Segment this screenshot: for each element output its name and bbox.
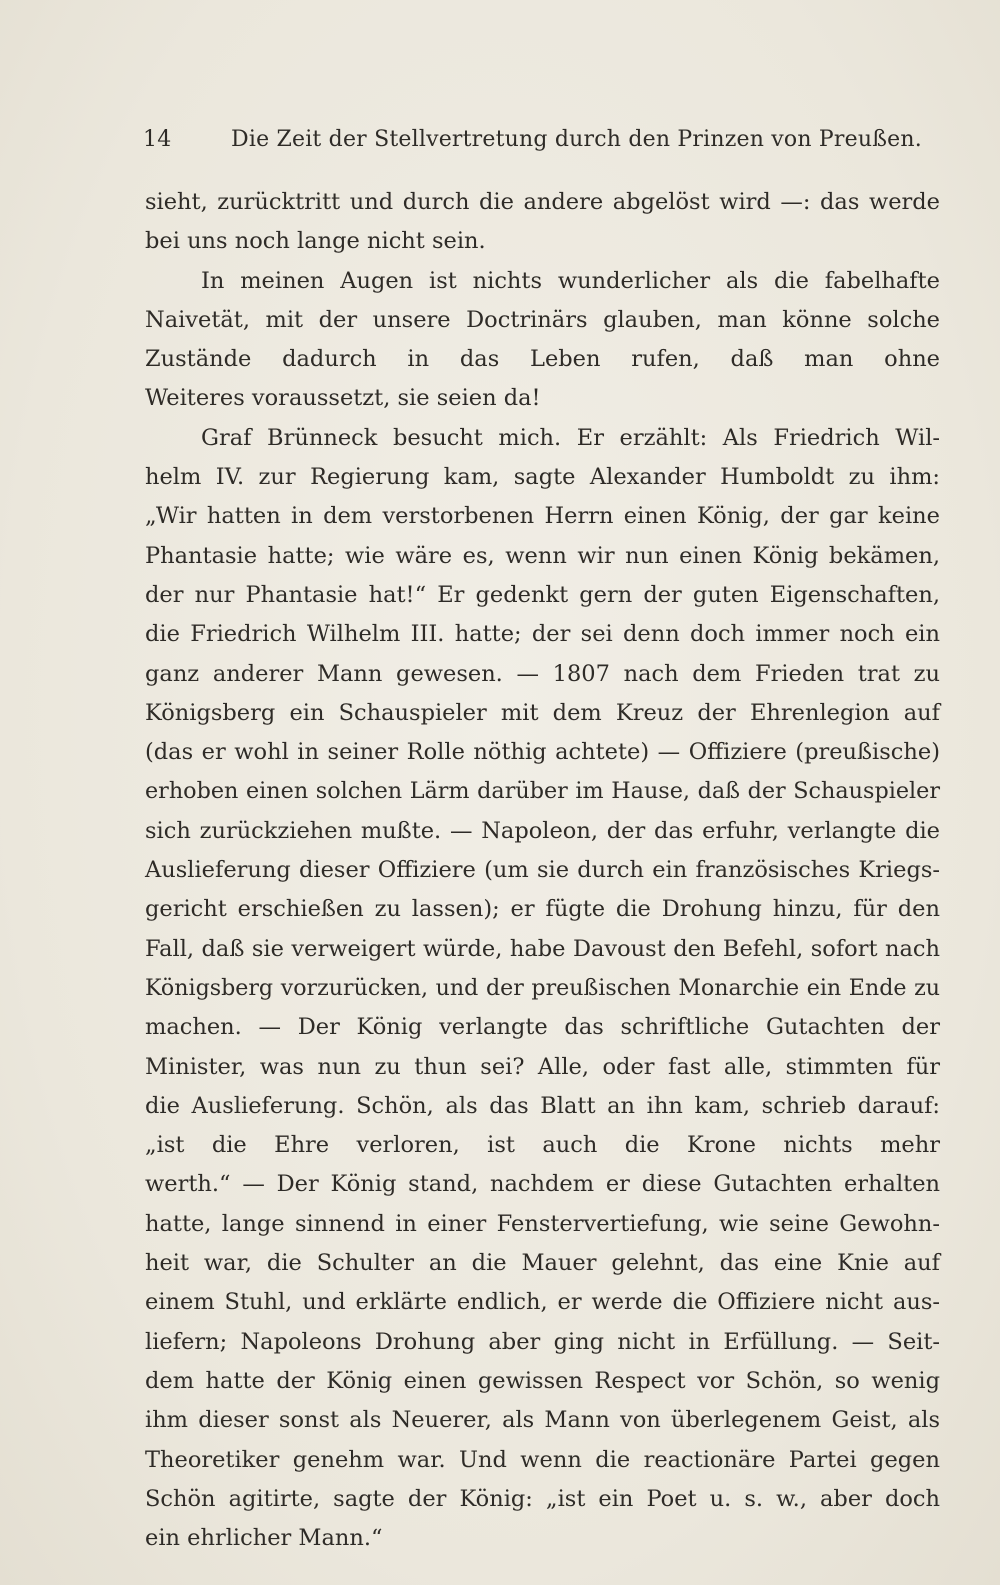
text-line: Fall, daß sie verweigert würde, habe Davoust den Befehl, sofort nach (145, 935, 940, 962)
text-line: sich zurückziehen mußte. — Napoleon, der das erfuhr, verlangte die (145, 817, 940, 844)
text-line: die Friedrich Wilhelm III. hatte; der sei denn doch immer noch ein (145, 621, 940, 648)
text-line: dem hatte der König einen gewissen Respect vor Schön, so wenig (145, 1367, 940, 1394)
text-line: Zustände dadurch in das Leben rufen, daß man ohne (145, 346, 940, 373)
text-line: In meinen Augen ist nichts wunderlicher als die fabelhafte (201, 267, 940, 294)
text-line: Minister, was nun zu thun sei? Alle, oder fast alle, stimmten für (145, 1053, 940, 1080)
text-line: bei uns noch lange nicht sein. (145, 228, 486, 255)
text-line: heit war, die Schulter an die Mauer gelehnt, das eine Knie auf (145, 1250, 940, 1277)
text-line: Weiteres voraussetzt, sie seien da! (145, 385, 541, 412)
text-line: liefern; Napoleons Drohung aber ging nicht in Erfüllung. — Seit- (145, 1328, 940, 1355)
text-line: helm IV. zur Regierung kam, sagte Alexander Humboldt zu ihm: (145, 464, 940, 491)
text-line: hatte, lange sinnend in einer Fenstervertiefung, wie seine Gewohn- (145, 1210, 940, 1237)
body-text (145, 183, 940, 1558)
text-line: ein ehrlicher Mann.“ (145, 1525, 383, 1552)
text-line: erhoben einen solchen Lärm darüber im Hause, daß der Schauspieler (145, 778, 940, 805)
text-line: Graf Brünneck besucht mich. Er erzählt: Als Friedrich Wil- (201, 424, 940, 451)
text-line: Phantasie hatte; wie wäre es, wenn wir nun einen König bekämen, (145, 542, 940, 569)
text-line: Theoretiker genehm war. Und wenn die reactionäre Partei gegen (145, 1446, 940, 1473)
text-line: werth.“ — Der König stand, nachdem er diese Gutachten erhalten (145, 1171, 940, 1198)
text-line: einem Stuhl, und erklärte endlich, er werde die Offiziere nicht aus- (145, 1289, 940, 1316)
text-line: Auslieferung dieser Offiziere (um sie durch ein französisches Kriegs- (145, 857, 940, 884)
page-header (143, 122, 943, 158)
text-line: machen. — Der König verlangte das schriftliche Gutachten der (145, 1014, 940, 1041)
text-line: Schön agitirte, sagte der König: „ist ein Poet u. s. w., aber doch (145, 1485, 940, 1512)
text-line: der nur Phantasie hat!“ Er gedenkt gern der guten Eigenschaften, (145, 581, 940, 608)
text-line: sieht, zurücktritt und durch die andere abgelöst wird —: das werde (145, 189, 940, 215)
text-line: die Auslieferung. Schön, als das Blatt an ihn kam, schrieb darauf: (145, 1092, 940, 1119)
running-title: Die Zeit der Stellvertretung durch den Prinzen von Preußen. (231, 127, 922, 152)
text-line: „Wir hatten in dem verstorbenen Herrn einen König, der gar keine (145, 503, 940, 530)
text-line: ihm dieser sonst als Neuerer, als Mann von überlegenem Geist, als (145, 1407, 940, 1434)
text-line: „ist die Ehre verloren, ist auch die Krone nichts mehr (145, 1132, 940, 1159)
text-line: (das er wohl in seiner Rolle nöthig achtete) — Offiziere (preußische) (145, 739, 940, 766)
text-line: ganz anderer Mann gewesen. — 1807 nach dem Frieden trat zu (145, 660, 940, 687)
text-line: gericht erschießen zu lassen); er fügte die Drohung hinzu, für den (145, 896, 940, 923)
text-line: Naivetät, mit der unsere Doctrinärs glauben, man könne solche (145, 306, 940, 333)
page-number: 14 (143, 127, 172, 152)
text-line: Königsberg ein Schauspieler mit dem Kreuz der Ehrenlegion auf (145, 699, 940, 726)
text-line: Königsberg vorzurücken, und der preußischen Monarchie ein Ende zu (145, 974, 940, 1001)
